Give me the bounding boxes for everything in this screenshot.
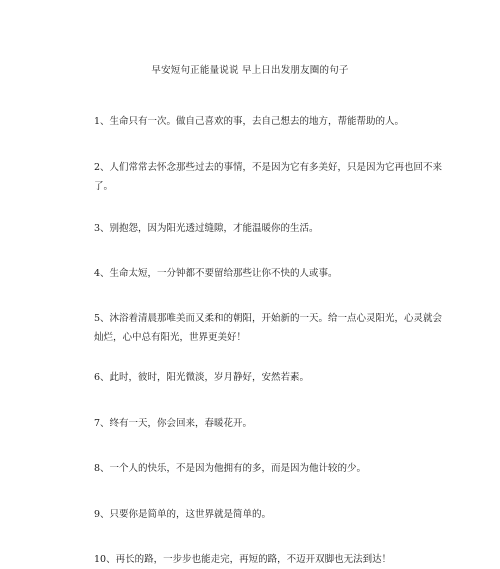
item-text: 生命只有一次。做自己喜欢的事，去自己想去的地方，帮能帮助的人。 xyxy=(109,116,405,127)
item-number: 7、 xyxy=(94,418,110,429)
list-item xyxy=(94,219,446,238)
item-text: 只要你是简单的，这世界就是简单的。 xyxy=(109,509,272,520)
list-item xyxy=(94,112,446,131)
item-number: 3、 xyxy=(94,223,110,234)
list-item xyxy=(94,264,446,283)
list-item xyxy=(94,550,446,569)
list-item xyxy=(94,505,446,524)
item-text: 沐浴着清晨那唯美而又柔和的朝阳，开始新的一天。给一点心灵阳光，心灵就会灿烂，心中总有阳光，世界更美好！ xyxy=(94,313,443,343)
item-number: 8、 xyxy=(94,463,110,474)
item-text: 终有一天，你会回来，春暖花开。 xyxy=(109,418,253,429)
item-number: 2、 xyxy=(94,162,110,173)
item-number: 5、 xyxy=(94,313,110,324)
list-item xyxy=(94,414,446,433)
item-text: 生命太短，一分钟都不要留给那些让你不快的人或事。 xyxy=(109,268,338,279)
item-number: 9、 xyxy=(94,509,110,520)
item-text: 此时，彼时，阳光微淡，岁月静好，安然若素。 xyxy=(109,372,310,383)
item-text: 人们常常去怀念那些过去的事情，不是因为它有多美好，只是因为它再也回不来了。 xyxy=(94,162,443,192)
list-item xyxy=(94,459,446,478)
item-number: 4、 xyxy=(94,268,110,279)
list-item xyxy=(94,158,446,196)
item-text: 别抱怨，因为阳光透过缝隙，才能温暖你的生活。 xyxy=(109,223,319,234)
list-item xyxy=(94,368,446,387)
item-number: 1、 xyxy=(94,116,110,127)
item-text: 一个人的快乐，不是因为他拥有的多，而是因为他计较的少。 xyxy=(109,463,367,474)
document-title: 早安短句正能量说说 早上日出发朋友圈的句子 xyxy=(151,65,349,76)
item-text: 再长的路，一步步也能走完，再短的路，不迈开双脚也无法到达！ xyxy=(115,554,392,565)
item-number: 10、 xyxy=(94,554,116,565)
item-number: 6、 xyxy=(94,372,110,383)
list-item xyxy=(94,309,446,347)
